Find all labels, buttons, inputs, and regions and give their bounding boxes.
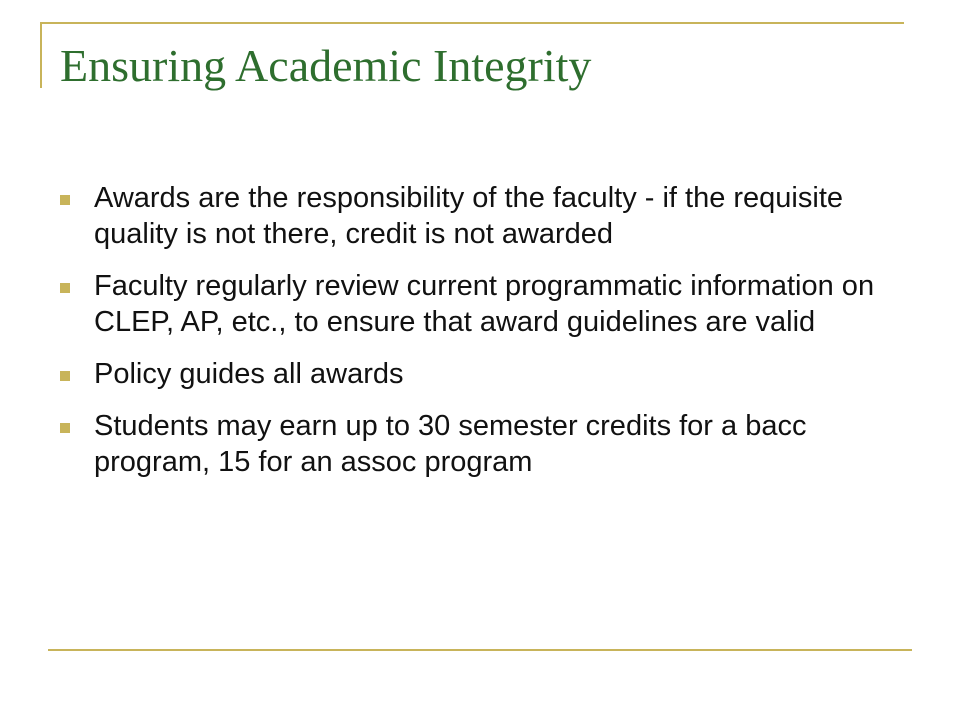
bottom-rule [48,649,912,651]
square-bullet-icon [60,283,70,293]
bullet-item [60,268,890,340]
square-bullet-icon [60,195,70,205]
square-bullet-icon [60,371,70,381]
bullet-text: Faculty regularly review current programmatic information on CLEP, AP, etc., to ensure that award guidelines are valid [94,270,875,338]
bullet-text: Awards are the responsibility of the faculty - if the requisite quality is not there, credit is not awarded [94,182,844,250]
bullet-item [60,180,890,252]
bullet-text: Students may earn up to 30 semester credits for a bacc program, 15 for an assoc program [94,410,807,478]
bullet-text: Policy guides all awards [94,358,404,390]
bullet-item [60,408,890,480]
left-rule [40,22,42,88]
slide-title: Ensuring Academic Integrity [60,40,592,91]
top-rule [40,22,904,24]
square-bullet-icon [60,423,70,433]
bullet-item [60,356,890,392]
bullet-list [60,180,890,496]
